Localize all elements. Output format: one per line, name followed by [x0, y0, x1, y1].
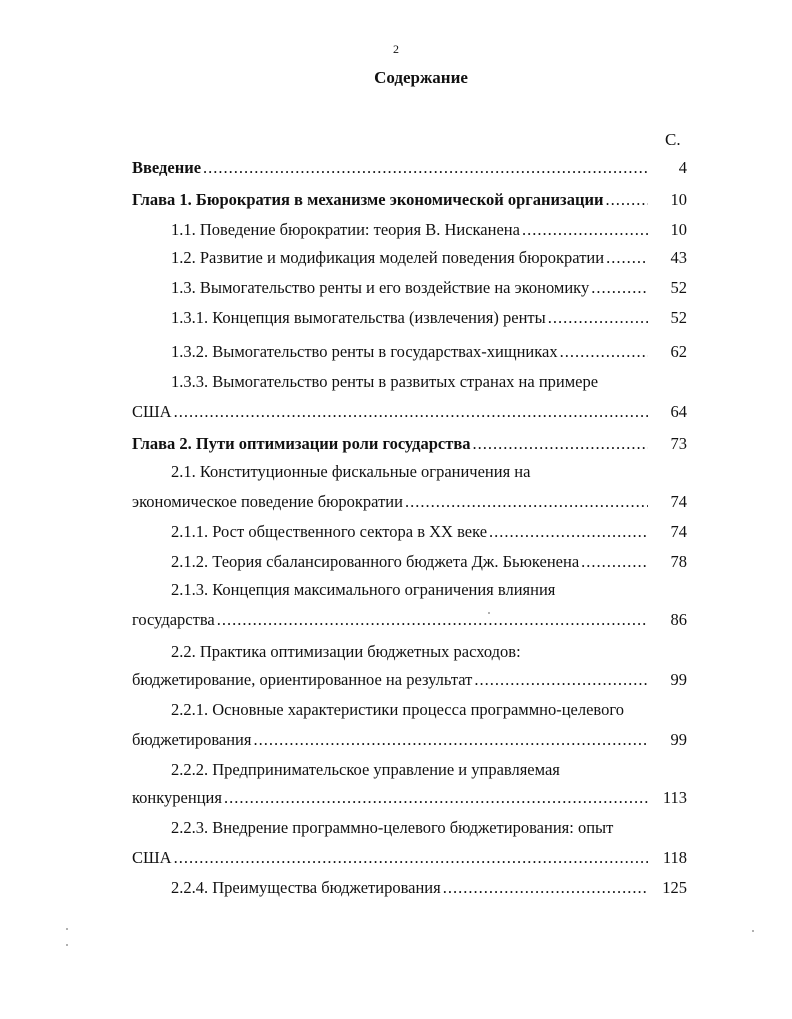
page-column-header: С. [665, 130, 681, 149]
toc-entry-page: 43 [670, 248, 687, 267]
toc-entry-label: 2.2.4. Преимущества бюджетирования [171, 878, 441, 897]
toc-entry-label-line1: 2.2.2. Предпринимательское управление и управляемая [171, 760, 560, 779]
leader-dots [606, 246, 648, 270]
toc-entry-label: 1.2. Развитие и модификация моделей поведения бюрократии [171, 248, 605, 267]
toc-entry-2-1-line1[interactable] [132, 460, 687, 484]
leader-dots [548, 306, 648, 330]
page-number: 2 [393, 42, 399, 56]
toc-entry-2-2-3-line2[interactable] [132, 846, 687, 870]
toc-entry-page: 64 [670, 402, 687, 421]
toc-entry-2-2-1-line1[interactable] [132, 698, 687, 722]
toc-entry-intro[interactable] [132, 156, 687, 180]
toc-entry-1-3-2[interactable] [132, 340, 687, 364]
toc-entry-label: 2.1.1. Рост общественного сектора в XX веке [171, 522, 488, 541]
toc-entry-page: 73 [670, 434, 687, 453]
toc-entry-2-2-4[interactable] [132, 876, 687, 900]
toc-entry-label-line2: бюджетирования [132, 730, 252, 749]
toc-entry-label-line2: государства [132, 610, 215, 629]
toc-entry-label-line2: конкуренция [132, 788, 222, 807]
toc-entry-2-1-3-line1[interactable] [132, 578, 687, 602]
toc-entry-label: 1.1. Поведение бюрократии: теория В. Нисканена [171, 220, 520, 239]
toc-entry-2-1-2[interactable] [132, 550, 687, 574]
toc-entry-label: 1.3.1. Концепция вымогательства (извлечения) ренты [171, 308, 546, 327]
toc-entry-page: 4 [678, 158, 687, 177]
leader-dots [605, 188, 648, 212]
toc-entry-page: 99 [670, 670, 687, 689]
toc-entry-1-3-3-line1[interactable] [132, 370, 687, 394]
scan-speck [752, 930, 754, 932]
toc-entry-page: 52 [670, 308, 687, 327]
toc-entry-1-3-3-line2[interactable] [132, 400, 687, 424]
leader-dots [174, 846, 648, 870]
toc-entry-2-2-2-line2[interactable] [132, 786, 687, 810]
scan-speck [488, 612, 490, 614]
toc-entry-2-2-2-line1[interactable] [132, 758, 687, 782]
toc-entry-label-line1: 2.1.3. Концепция максимального ограничения влияния [171, 580, 556, 599]
toc-entry-label: Глава 2. Пути оптимизации роли государства [132, 434, 471, 453]
toc-entry-page: 74 [670, 492, 687, 511]
toc-entry-label-line1: 1.3.3. Вымогательство ренты в развитых странах на примере [171, 372, 599, 391]
leader-dots [253, 728, 648, 752]
toc-entry-page: 118 [662, 848, 687, 867]
toc-entry-page: 78 [670, 552, 687, 571]
toc-entry-label: 1.3. Вымогательство ренты и его воздействие на экономику [171, 278, 590, 297]
toc-entry-1-2[interactable] [132, 246, 687, 270]
toc-entry-page: 62 [670, 342, 687, 361]
toc-entry-2-1-1[interactable] [132, 520, 687, 544]
toc-entry-2-1-3-line2[interactable] [132, 608, 687, 632]
toc-entry-label-line1: 2.2. Практика оптимизации бюджетных расходов: [171, 642, 521, 661]
scan-speck [66, 944, 68, 946]
leader-dots [443, 876, 648, 900]
toc-entry-page: 99 [670, 730, 687, 749]
toc-entry-2-2-line2[interactable] [132, 668, 687, 692]
toc-entry-1-1[interactable] [132, 218, 687, 242]
leader-dots [474, 668, 648, 692]
toc-entry-2-2-3-line1[interactable] [132, 816, 687, 840]
toc-entry-label-line2: США [132, 402, 172, 421]
scan-speck [66, 928, 68, 930]
toc-entry-chapter-1[interactable] [132, 188, 687, 212]
toc-entry-label: Глава 1. Бюрократия в механизме экономической организации [132, 190, 604, 209]
toc-entry-label: Введение [132, 158, 202, 177]
leader-dots [224, 786, 648, 810]
toc-entry-page: 86 [670, 610, 687, 629]
toc-entry-label: 1.3.2. Вымогательство ренты в государствах-хищниках [171, 342, 558, 361]
page-title: Содержание [374, 68, 468, 87]
toc-entry-label-line2: экономическое поведение бюрократии [132, 492, 403, 511]
leader-dots [591, 276, 648, 300]
toc-entry-label-line2: бюджетирование, ориентированное на результат [132, 670, 473, 689]
toc-entry-2-2-line1[interactable] [132, 640, 687, 664]
leader-dots [522, 218, 648, 242]
leader-dots [203, 156, 648, 180]
toc-entry-page: 10 [670, 220, 687, 239]
toc-entry-label-line1: 2.2.1. Основные характеристики процесса программно-целевого [171, 700, 624, 719]
toc-entry-2-2-1-line2[interactable] [132, 728, 687, 752]
leader-dots [473, 432, 649, 456]
toc-entry-page: 74 [670, 522, 687, 541]
toc-entry-label-line1: 2.1. Конституционные фискальные ограничения на [171, 462, 531, 481]
toc-entry-label-line2: США [132, 848, 172, 867]
toc-entry-page: 52 [670, 278, 687, 297]
toc-entry-page: 113 [662, 788, 687, 807]
toc-entry-label-line1: 2.2.3. Внедрение программно-целевого бюджетирования: опыт [171, 818, 614, 837]
leader-dots [405, 490, 648, 514]
leader-dots [581, 550, 648, 574]
leader-dots [174, 400, 648, 424]
leader-dots [489, 520, 648, 544]
toc-entry-page: 125 [662, 878, 687, 897]
toc-entry-page: 10 [670, 190, 687, 209]
toc-entry-chapter-2[interactable] [132, 432, 687, 456]
toc-entry-label: 2.1.2. Теория сбалансированного бюджета Дж. Бьюкенена [171, 552, 580, 571]
toc-entry-2-1-line2[interactable] [132, 490, 687, 514]
leader-dots [217, 608, 648, 632]
toc-entry-1-3-1[interactable] [132, 306, 687, 330]
leader-dots [560, 340, 648, 364]
toc-entry-1-3[interactable] [132, 276, 687, 300]
